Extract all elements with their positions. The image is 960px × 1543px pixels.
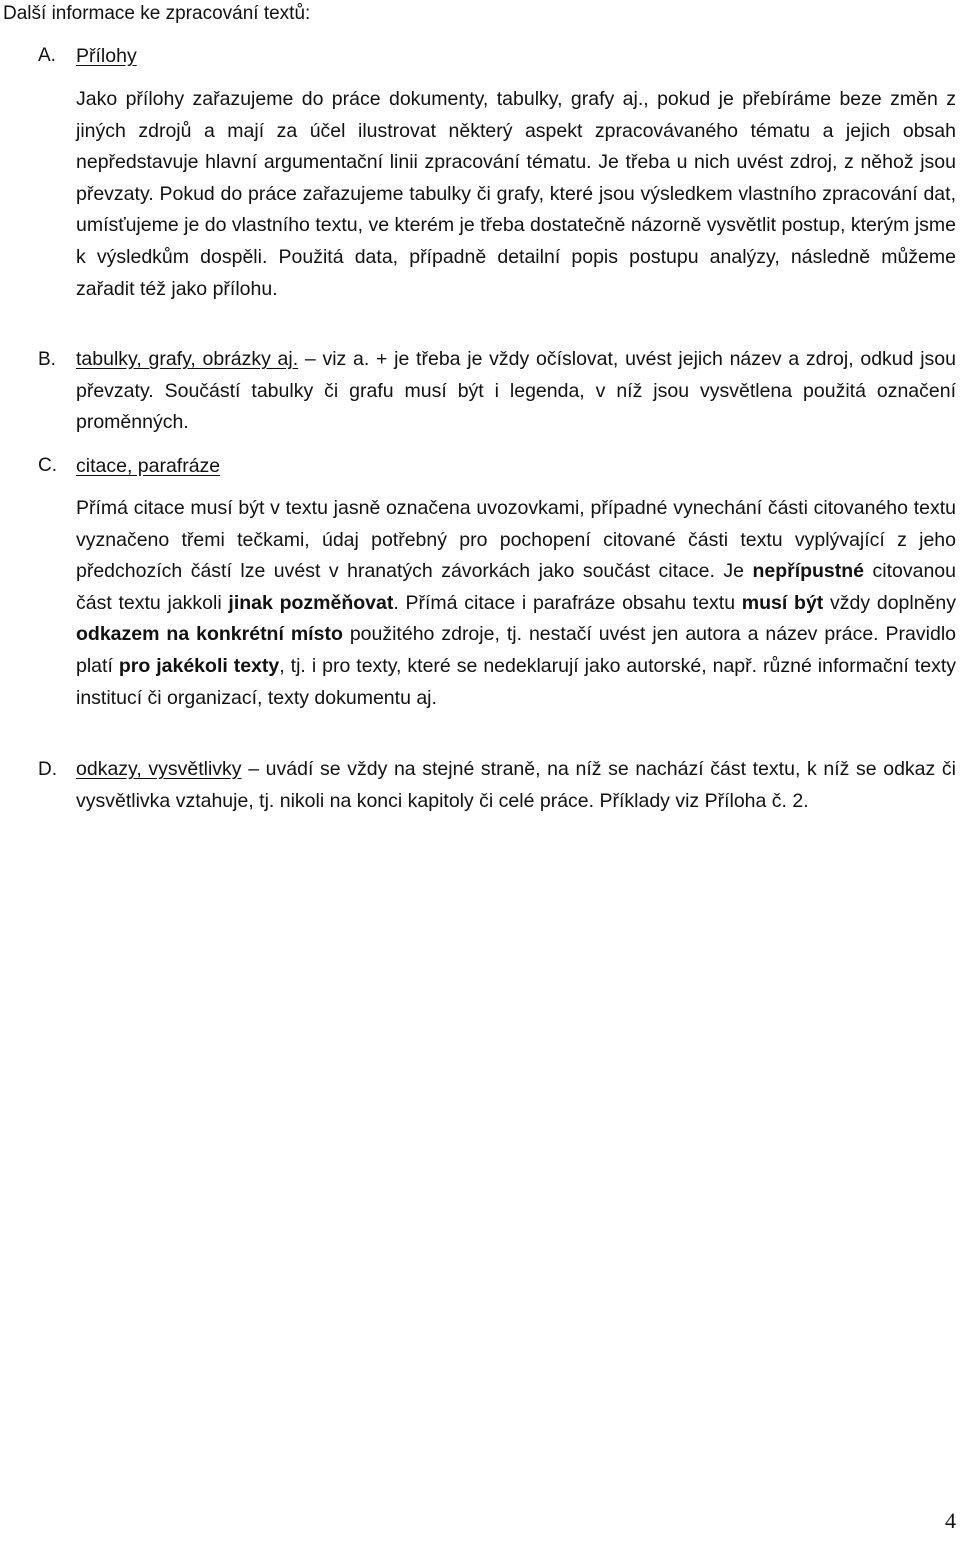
- section-b-paragraph: [76, 344, 956, 439]
- section-c-bold-2: jinak pozměňovat: [228, 591, 394, 614]
- section-b-label: B.: [38, 349, 56, 370]
- section-c-title: citace, parafráze: [76, 455, 221, 477]
- section-d-title: odkazy, vysvětlivky: [76, 758, 242, 780]
- section-c-bold-4: odkazem na konkrétní místo: [76, 623, 343, 646]
- section-c-text-6: , tj. i pro texty, které se nedeklarují jako autorské, např. různé informační texty institucí či organizací, texty dokumentu aj.: [76, 654, 956, 709]
- section-c-text-5: použitého zdroje, tj. nestačí uvést jen autora a název práce. Pravidlo platí: [76, 623, 956, 677]
- section-d-label: D.: [38, 759, 57, 780]
- section-d-text: – uvádí se vždy na stejné straně, na níž se nachází část textu, k níž se odkaz či vysvětlivka vztahuje, tj. nikoli na konci kapitoly či celé práce. Příklady viz Příloha č. 2.: [76, 758, 956, 812]
- section-c-text-1: Přímá citace musí být v textu jasně označena uvozovkami, případné vynechání části citovaného textu vyznačeno třemi tečkami, údaj potřebný pro pochopení citované části textu vyplývající z jeho předchozích částí lze uvést v hranatých závorkách jako součást citace. Je: [76, 497, 956, 583]
- section-c-paragraph: [76, 493, 956, 714]
- section-c-bold-5: pro jakékoli texty: [118, 654, 280, 677]
- section-c-text-2: citovanou část textu jakkoli: [76, 560, 956, 614]
- section-b-title: tabulky, grafy, obrázky aj.: [76, 348, 299, 370]
- page-heading: Další informace ke zpracování textů:: [3, 3, 311, 24]
- section-a-title: Přílohy: [76, 45, 137, 67]
- section-c-text-3: . Přímá citace i parafráze obsahu textu: [393, 591, 742, 614]
- section-a-paragraph: Jako přílohy zařazujeme do práce dokumenty, tabulky, grafy aj., pokud je přebíráme beze změn z jiných zdrojů a mají za účel ilustrovat některý aspekt zpracovávaného tématu a jejich obsah nepředstavuje hlavní argumentační linii zpracování tématu. Je třeba u nich uvést zdroj, z něhož jsou převzaty. Pokud do práce zařazujeme tabulky či grafy, které jsou výsledkem vlastního zpracování dat, umísťujeme je do vlastního textu, ve kterém je třeba dostatečně názorně vysvětlit postup, kterým jsme k výsledkům dospěli. Použitá data, případně detailní popis postupu analýzy, následně můžeme zařadit též jako přílohu.: [76, 88, 956, 300]
- section-c-bold-1: nepřípustné: [752, 560, 865, 583]
- section-a-label: A.: [38, 45, 56, 66]
- section-c-bold-3: musí být: [741, 591, 824, 614]
- section-c-label: C.: [38, 455, 57, 476]
- section-d-paragraph: [76, 754, 956, 817]
- section-c-text-4: vždy doplněny: [823, 591, 957, 614]
- page-number: 4: [945, 1508, 956, 1533]
- section-b-text: – viz a. + je třeba je vždy očíslovat, uvést jejich název a zdroj, odkud jsou převzaty. Součástí tabulky či grafu musí být i legenda, v níž jsou vysvětlena použitá označení proměnných.: [76, 348, 956, 434]
